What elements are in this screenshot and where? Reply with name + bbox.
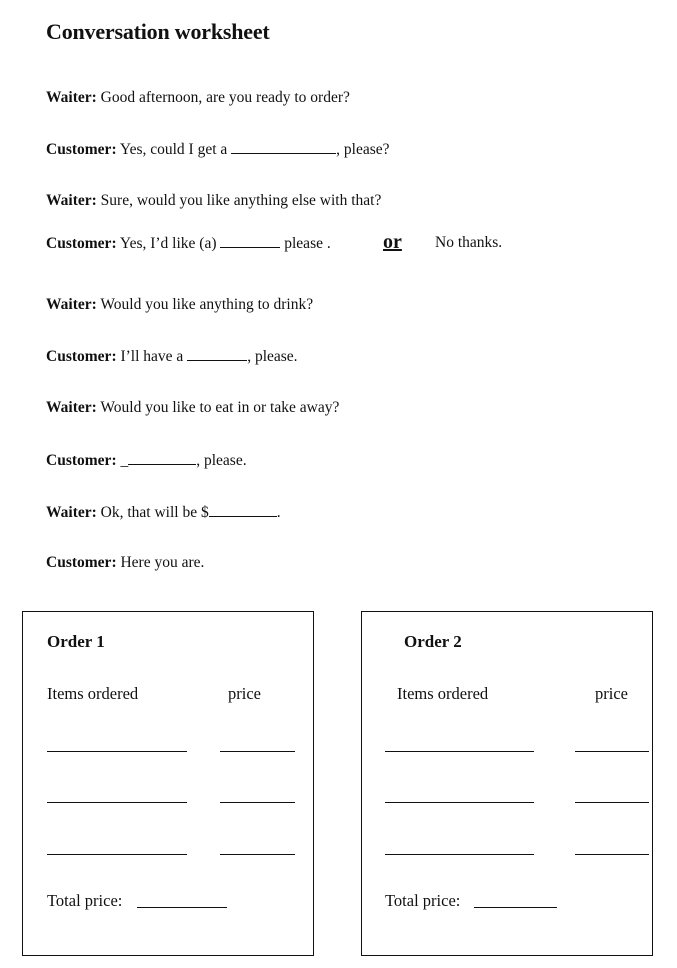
item-line-1[interactable] <box>47 751 187 752</box>
item-line-3[interactable] <box>47 854 187 855</box>
items-ordered-label: Items ordered <box>397 684 489 703</box>
line-text-end: , please? <box>336 141 390 158</box>
speaker-waiter: Waiter : <box>46 296 97 313</box>
dialogue-line-10 <box>46 554 204 572</box>
speaker-customer: Customer : <box>46 235 117 252</box>
dialogue-line-2 <box>46 140 390 159</box>
line-text: I’ll have a <box>120 348 184 365</box>
dialogue-line-5 <box>46 296 313 314</box>
order-2-heading: Order 2 <box>404 632 462 651</box>
speaker-customer: Customer : <box>46 141 117 158</box>
items-ordered-label: Items ordered <box>47 684 139 703</box>
line-text: Here you are. <box>120 554 205 571</box>
line-text: Ok, that will be $ <box>100 504 209 521</box>
price-label: price <box>228 684 261 703</box>
answer-blank-eat-in-take-away[interactable] <box>128 451 196 465</box>
dialogue-line-8 <box>46 451 247 470</box>
speaker-waiter: Waiter : <box>46 89 97 106</box>
line-text: Sure, would you like anything else with that? <box>100 192 382 209</box>
line-text-end: please . <box>284 235 331 252</box>
total-price-label: Total price: <box>385 891 461 910</box>
worksheet-title: Conversation worksheet <box>46 19 270 44</box>
line-text-end: , please. <box>196 452 247 469</box>
speaker-customer: Customer : <box>46 452 117 469</box>
order-1-heading: Order 1 <box>47 632 105 651</box>
line-text: Good afternoon, are you ready to order? <box>100 89 350 106</box>
line-text: _ <box>120 452 129 469</box>
answer-blank-food[interactable] <box>231 140 336 154</box>
dialogue-line-3 <box>46 192 381 210</box>
dialogue-line-4 <box>46 234 331 253</box>
answer-blank-extra[interactable] <box>220 234 280 248</box>
total-price-line[interactable] <box>474 907 557 908</box>
dialogue-line-1 <box>46 89 350 107</box>
price-line-1[interactable] <box>220 751 295 752</box>
line-text: Yes, could I get a <box>119 141 228 158</box>
price-line-2[interactable] <box>220 802 295 803</box>
speaker-customer: Customer : <box>46 348 117 365</box>
price-label: price <box>595 684 628 703</box>
speaker-customer: Customer : <box>46 554 117 571</box>
speaker-waiter: Waiter : <box>46 399 97 416</box>
order-2-box <box>361 611 653 956</box>
or-label: or <box>383 231 402 253</box>
item-line-3[interactable] <box>385 854 534 855</box>
line-text: Yes, I’d like (a) <box>119 235 217 252</box>
line-text: Would you like anything to drink? <box>100 296 314 313</box>
order-1-box <box>22 611 314 956</box>
item-line-2[interactable] <box>47 802 187 803</box>
speaker-waiter: Waiter : <box>46 504 97 521</box>
dialogue-line-6 <box>46 347 298 366</box>
alternative-answer: No thanks. <box>435 234 503 251</box>
price-line-2[interactable] <box>575 802 649 803</box>
price-line-3[interactable] <box>220 854 295 855</box>
total-price-line[interactable] <box>137 907 227 908</box>
dialogue-line-7 <box>46 399 339 417</box>
line-text-end: , please. <box>247 348 298 365</box>
dialogue-line-9 <box>46 503 281 522</box>
answer-blank-price[interactable] <box>209 503 277 517</box>
item-line-1[interactable] <box>385 751 534 752</box>
answer-blank-drink[interactable] <box>187 347 247 361</box>
item-line-2[interactable] <box>385 802 534 803</box>
line-text-end: . <box>276 504 281 521</box>
speaker-waiter: Waiter : <box>46 192 97 209</box>
price-line-3[interactable] <box>575 854 649 855</box>
price-line-1[interactable] <box>575 751 649 752</box>
total-price-label: Total price: <box>47 891 123 910</box>
line-text: Would you like to eat in or take away? <box>100 399 340 416</box>
